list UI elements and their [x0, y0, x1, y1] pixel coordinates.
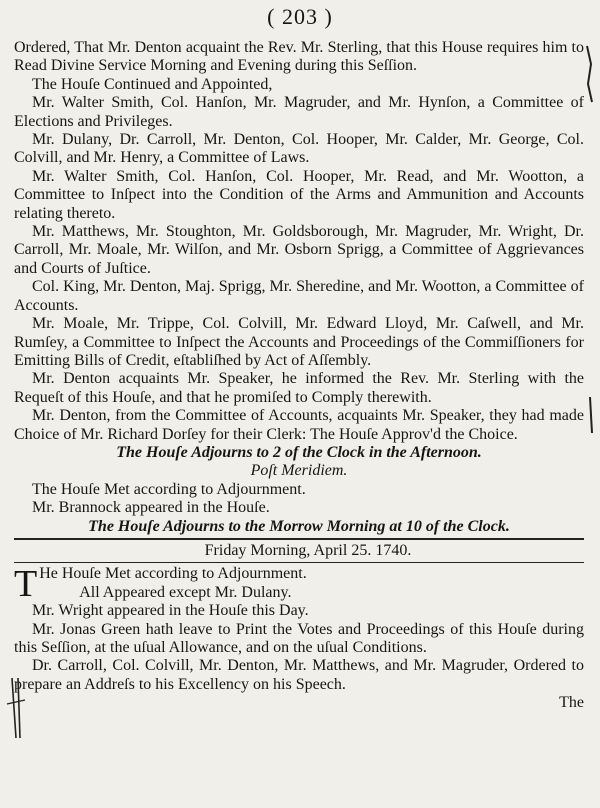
date-heading: Friday Morning, April 25. 1740. [204, 541, 412, 559]
section-divider-lower [14, 562, 584, 563]
margin-hash-mark-left [6, 676, 26, 740]
hash-stroke-left-1 [12, 678, 16, 738]
hash-stroke-left-2 [18, 678, 20, 738]
paragraph-committee-elections: Mr. Walter Smith, Col. Hanſon, Mr. Magruder, and Mr. Hynſon, a Committee of Elections and Privileges. [14, 94, 584, 130]
paragraph-friday-met-text: He Houſe Met according to Adjournment. [39, 565, 307, 583]
paragraph-address-committee: Dr. Carroll, Col. Colvill, Mr. Denton, Mr. Matthews, and Mr. Magruder, Ordered to prepare an Addreſs to his Excellency on his Speech. [14, 657, 584, 693]
paragraph-house-met: The Houſe Met according to Adjournment. [32, 480, 306, 498]
paragraph-committee-aggrievances: Mr. Matthews, Mr. Stoughton, Mr. Goldsborough, Mr. Magruder, Mr. Wright, Dr. Carroll, Mr. Moale, Mr. Wilſon, and Mr. Osborn Sprigg, a Committee of Aggrievances and Courts of Juſtice. [14, 223, 584, 277]
adjourn-afternoon: The Houſe Adjourns to 2 of the Clock in the Afternoon. [116, 443, 482, 461]
page-number: ( 203 ) [267, 4, 333, 29]
paragraph-committee-arms: Mr. Walter Smith, Col. Hanſon, Col. Hooper, Mr. Read, and Mr. Wootton, a Committee to Inſpect into the Condition of the Arms and Ammunition and Accounts relating thereto. [14, 167, 584, 222]
paragraph-clerk-choice: Mr. Denton, from the Committee of Accounts, acquaints Mr. Speaker, they had made Choice of Mr. Richard Dorſey for their Clerk: The Houſe Approv'd the Choice. [14, 407, 584, 443]
post-meridiem: Poſt Meridiem. [250, 462, 348, 480]
catchword: The [559, 694, 584, 712]
document-body [14, 39, 584, 713]
bracket-stroke [587, 46, 592, 102]
paragraph-all-appeared: All Appeared except Mr. Dulany. [79, 583, 292, 601]
paragraph-brannock: Mr. Brannock appeared in the Houſe. [32, 499, 270, 517]
hash-stroke-left-3 [7, 700, 25, 704]
paragraph-jonas-green: Mr. Jonas Green hath leave to Print the Votes and Proceedings of this Houſe during this Seſſion, at the uſual Allowance, and on the uſual Conditions. [14, 620, 584, 656]
paragraph-continued-appointed: The Houſe Continued and Appointed, [32, 75, 273, 93]
paragraph-committee-accounts: Col. King, Mr. Denton, Maj. Sprigg, Mr. Sheredine, and Mr. Wootton, a Committee of Accounts. [14, 278, 584, 314]
paragraph-ordered-divine-service: Ordered, That Mr. Denton acquaint the Rev. Mr. Sterling, that this House requires him to Read Divine Service Morning and Evening during this Seſſion. [14, 39, 584, 75]
margin-bracket-mark [585, 44, 597, 104]
section-divider [14, 538, 584, 540]
adjourn-morrow: The Houſe Adjourns to the Morrow Morning at 10 of the Clock. [88, 517, 510, 535]
margin-hash-mark-right [585, 395, 597, 435]
paragraph-denton-acquaints: Mr. Denton acquaints Mr. Speaker, he informed the Rev. Mr. Sterling with the Requeſt of this Houſe, and that he promiſed to Comply therewith. [14, 370, 584, 406]
drop-cap: T [14, 563, 38, 606]
hash-stroke-right [590, 397, 592, 433]
paragraph-committee-laws: Mr. Dulany, Dr. Carroll, Mr. Denton, Col. Hooper, Mr. Calder, Mr. George, Col. Colvill, and Mr. Henry, a Committee of Laws. [14, 131, 584, 167]
paragraph-wright: Mr. Wright appeared in the Houſe this Day. [32, 602, 309, 620]
paragraph-committee-bills-of-credit: Mr. Moale, Mr. Trippe, Col. Colvill, Mr. Edward Lloyd, Mr. Caſwell, and Mr. Rumſey, a Committee to Inſpect the Accounts and Proceedings of the Commiſſioners for Emitting Bills of Credit, eſtabliſhed by Act of Aſſembly. [14, 315, 584, 369]
